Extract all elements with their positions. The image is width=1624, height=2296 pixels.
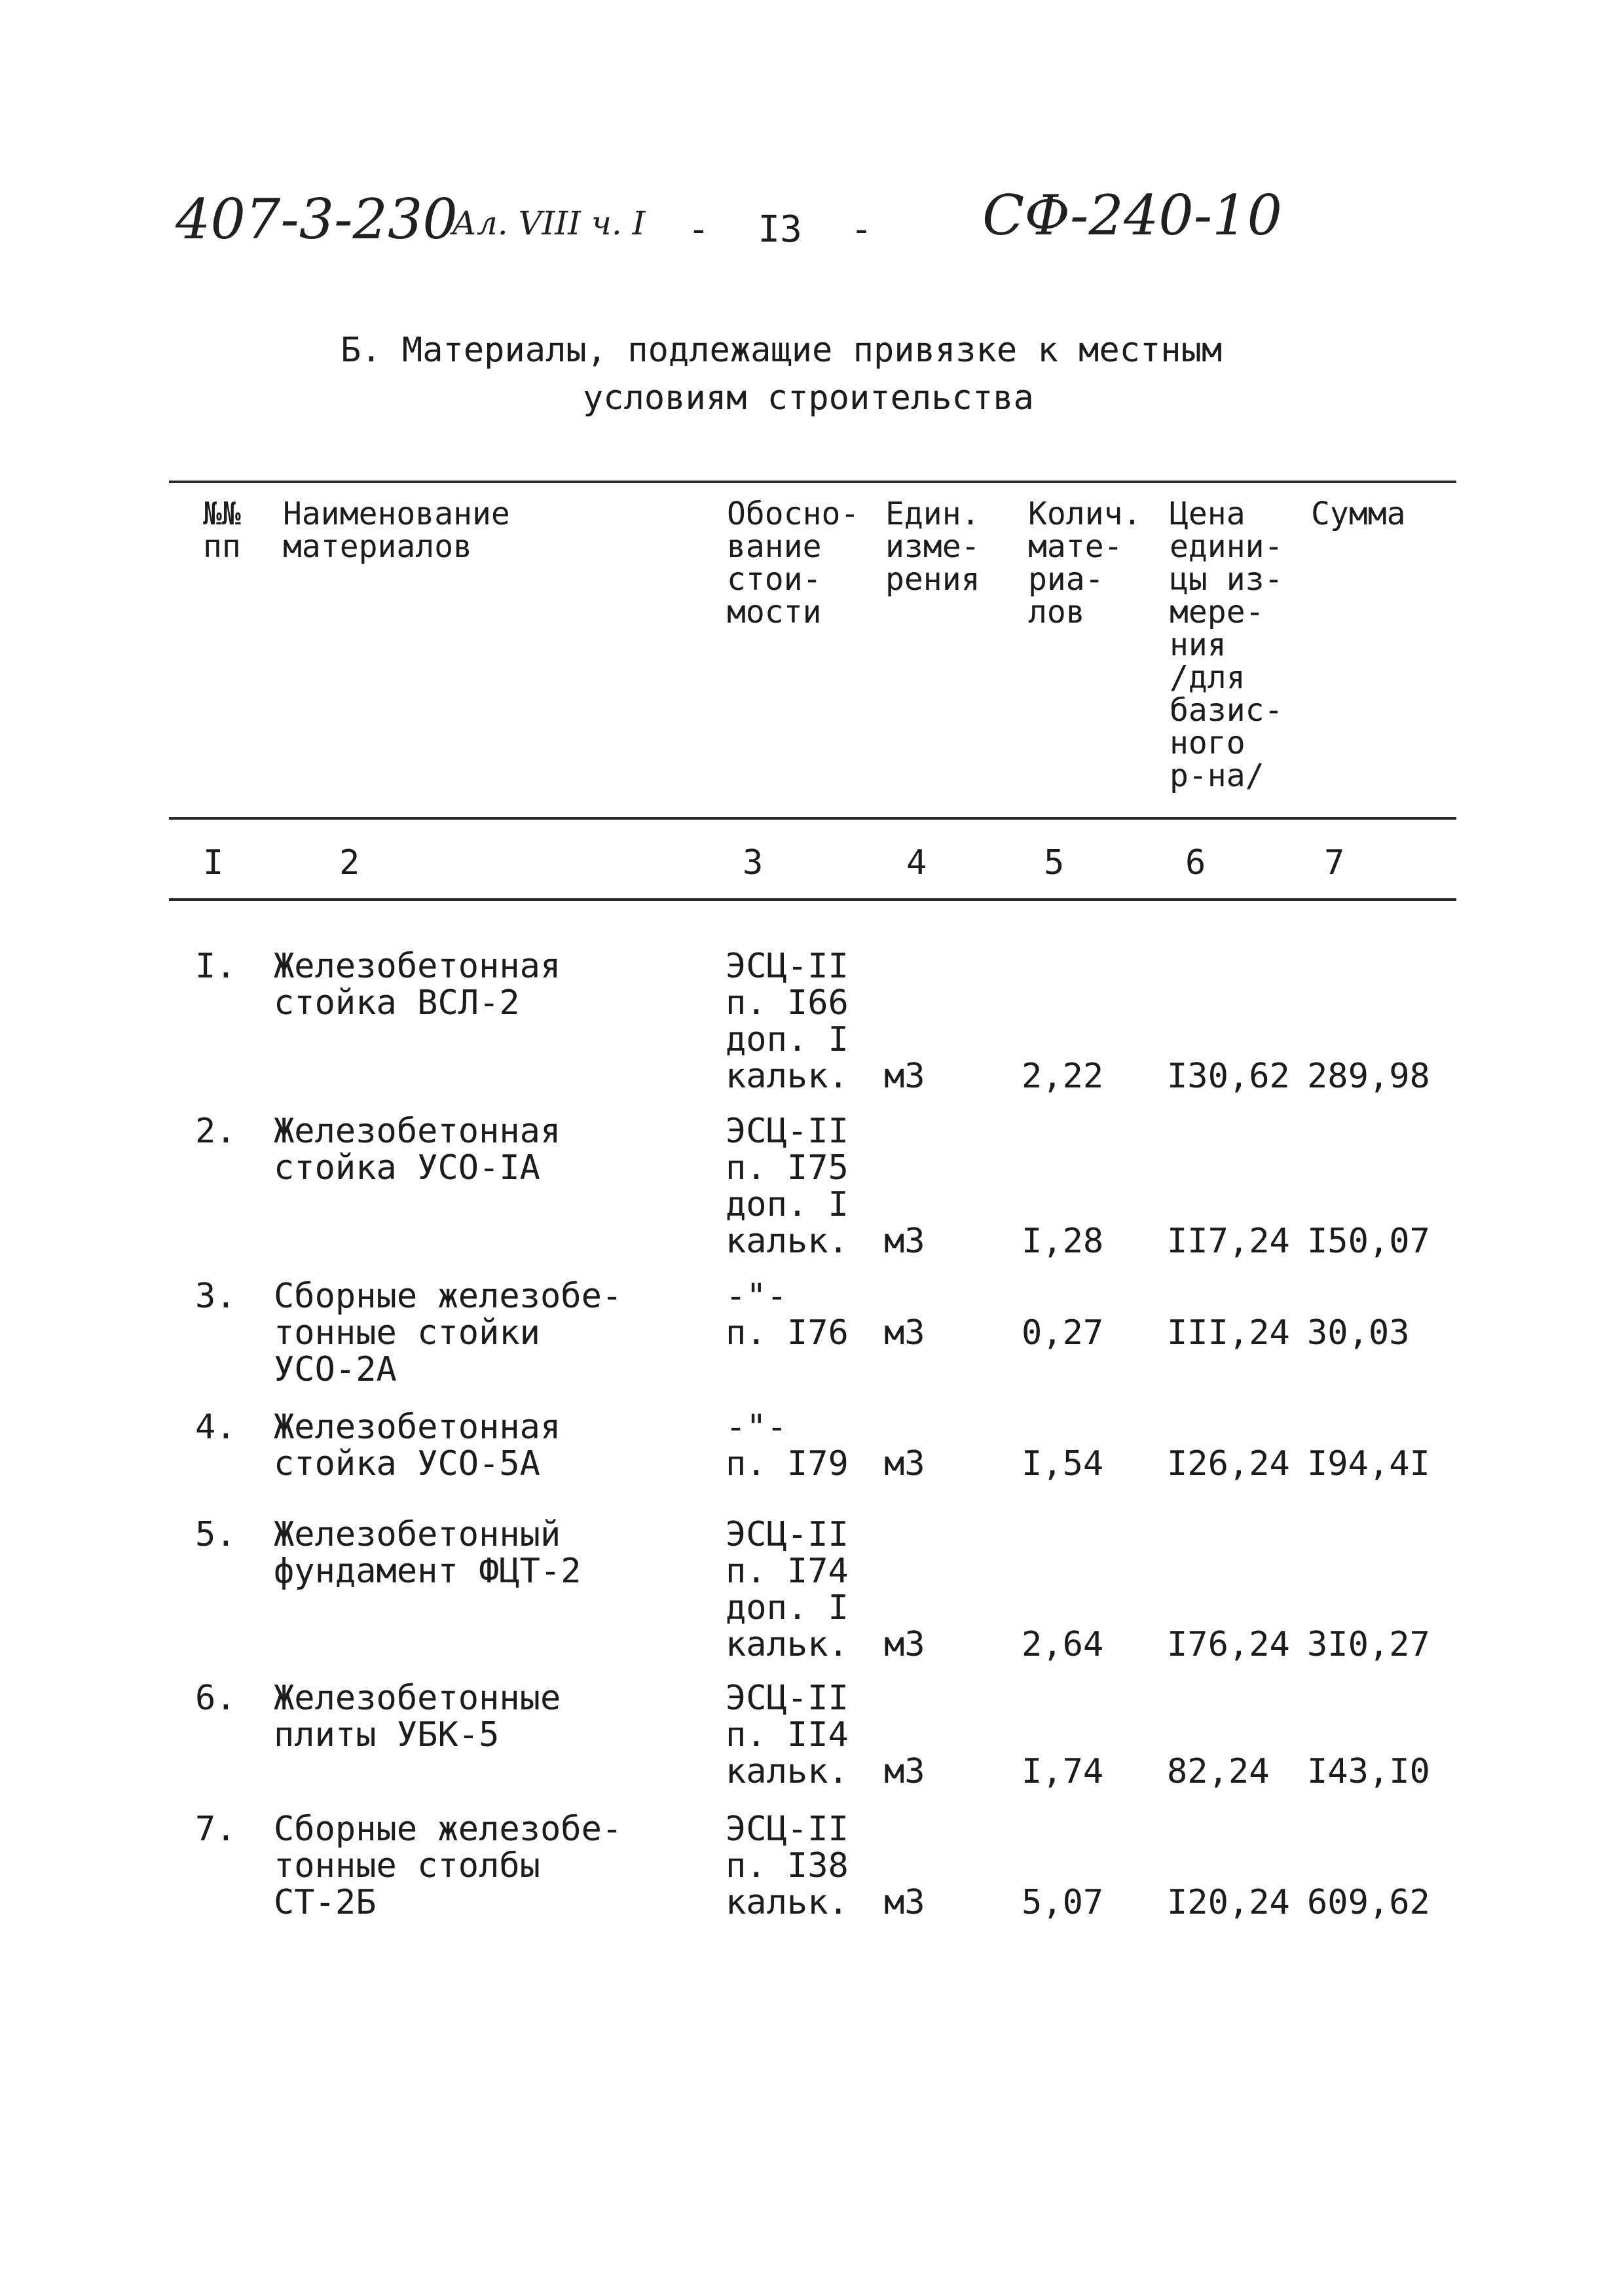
row-number: 4. xyxy=(195,1408,236,1447)
column-number: 7 xyxy=(1324,843,1345,883)
cost-basis: ЭСЦ-II п. II4 кальк. xyxy=(726,1679,849,1791)
sum: 30,03 xyxy=(1307,1313,1410,1353)
unit-price: I26,24 xyxy=(1167,1444,1290,1484)
column-number: 3 xyxy=(743,843,764,883)
unit: м3 xyxy=(884,1057,925,1096)
cost-basis: -"- п. I76 xyxy=(726,1277,849,1353)
header-col-sum: Сумма xyxy=(1311,496,1406,532)
quantity: 2,64 xyxy=(1022,1625,1104,1664)
row-number: 6. xyxy=(195,1679,236,1718)
cost-basis: ЭСЦ-II п. I38 кальк. xyxy=(726,1810,849,1922)
material-name: Железобетонная стойка ВСЛ-2 xyxy=(274,947,561,1023)
header-col-basis: Обосно- вание стои- мости xyxy=(727,496,860,630)
row-number: 3. xyxy=(195,1277,236,1316)
unit-price: I20,24 xyxy=(1167,1883,1290,1922)
quantity: 5,07 xyxy=(1022,1883,1104,1922)
row-number: I. xyxy=(195,947,236,986)
unit: м3 xyxy=(884,1752,925,1791)
table-row xyxy=(0,948,1624,1112)
quantity: 0,27 xyxy=(1022,1313,1104,1353)
header-col-unit: Един. изме- рения xyxy=(885,496,980,598)
header-bottom-rule xyxy=(169,817,1456,820)
row-number: 7. xyxy=(195,1810,236,1849)
row-number: 5. xyxy=(195,1515,236,1554)
quantity: I,74 xyxy=(1022,1752,1104,1791)
material-name: Сборные железобе- тонные стойки УСО-2А xyxy=(274,1277,623,1389)
section-title-line-2: условиям строительства xyxy=(583,378,1034,418)
cost-basis: ЭСЦ-II п. I75 доп. I кальк. xyxy=(726,1112,849,1261)
header-col-unit-price: Цена едини- цы из- мере- ния /для базис- ного р-на/ xyxy=(1170,496,1283,794)
unit: м3 xyxy=(884,1625,925,1664)
quantity: 2,22 xyxy=(1022,1057,1104,1096)
column-number: 5 xyxy=(1044,843,1065,883)
material-name: Железобетонная стойка УСО-IА xyxy=(274,1112,561,1188)
material-name: Сборные железобе- тонные столбы СТ-2Б xyxy=(274,1810,623,1922)
table-row xyxy=(0,1516,1624,1680)
page-number: - I3 - xyxy=(688,208,873,251)
header-col-quantity: Колич. мате- риа- лов xyxy=(1028,496,1142,630)
material-name: Железобетонная стойка УСО-5А xyxy=(274,1408,561,1484)
cost-basis: -"- п. I79 xyxy=(726,1408,849,1484)
unit-price: III,24 xyxy=(1167,1313,1290,1353)
material-name: Железобетонный фундамент ФЦТ-2 xyxy=(274,1515,581,1591)
sum: I94,4I xyxy=(1307,1444,1430,1484)
sum: 609,62 xyxy=(1307,1883,1430,1922)
sum: I50,07 xyxy=(1307,1222,1430,1261)
column-number: 2 xyxy=(339,843,360,883)
sum: I43,I0 xyxy=(1307,1752,1430,1791)
table-row xyxy=(0,1113,1624,1277)
unit: м3 xyxy=(884,1444,925,1484)
document-code: 407-3-230 xyxy=(175,187,458,251)
material-name: Железобетонные плиты УБК-5 xyxy=(274,1679,561,1755)
section-title-line-1: Б. Материалы, подлежащие привязке к местным xyxy=(341,331,1223,370)
quantity: I,54 xyxy=(1022,1444,1104,1484)
sum: 3I0,27 xyxy=(1307,1625,1430,1664)
column-numbers-rule xyxy=(169,898,1456,901)
table-top-rule xyxy=(169,481,1456,483)
unit-price: I30,62 xyxy=(1167,1057,1290,1096)
quantity: I,28 xyxy=(1022,1222,1104,1261)
column-number: I xyxy=(203,843,224,883)
sheet-code: СФ-240-10 xyxy=(982,183,1282,247)
unit-price: II7,24 xyxy=(1167,1222,1290,1261)
unit-price: 82,24 xyxy=(1167,1752,1270,1791)
unit: м3 xyxy=(884,1313,925,1353)
sum: 289,98 xyxy=(1307,1057,1430,1096)
unit-price: I76,24 xyxy=(1167,1625,1290,1664)
row-number: 2. xyxy=(195,1112,236,1151)
unit: м3 xyxy=(884,1222,925,1261)
album-reference: Ал. VIII ч. I xyxy=(452,204,646,242)
header-col-number: №№ пп xyxy=(203,496,241,565)
column-number: 4 xyxy=(906,843,927,883)
header-col-name: Наименование материалов xyxy=(283,496,510,565)
column-number: 6 xyxy=(1185,843,1206,883)
table-row xyxy=(0,1811,1624,1975)
unit: м3 xyxy=(884,1883,925,1922)
cost-basis: ЭСЦ-II п. I66 доп. I кальк. xyxy=(726,947,849,1096)
cost-basis: ЭСЦ-II п. I74 доп. I кальк. xyxy=(726,1515,849,1664)
